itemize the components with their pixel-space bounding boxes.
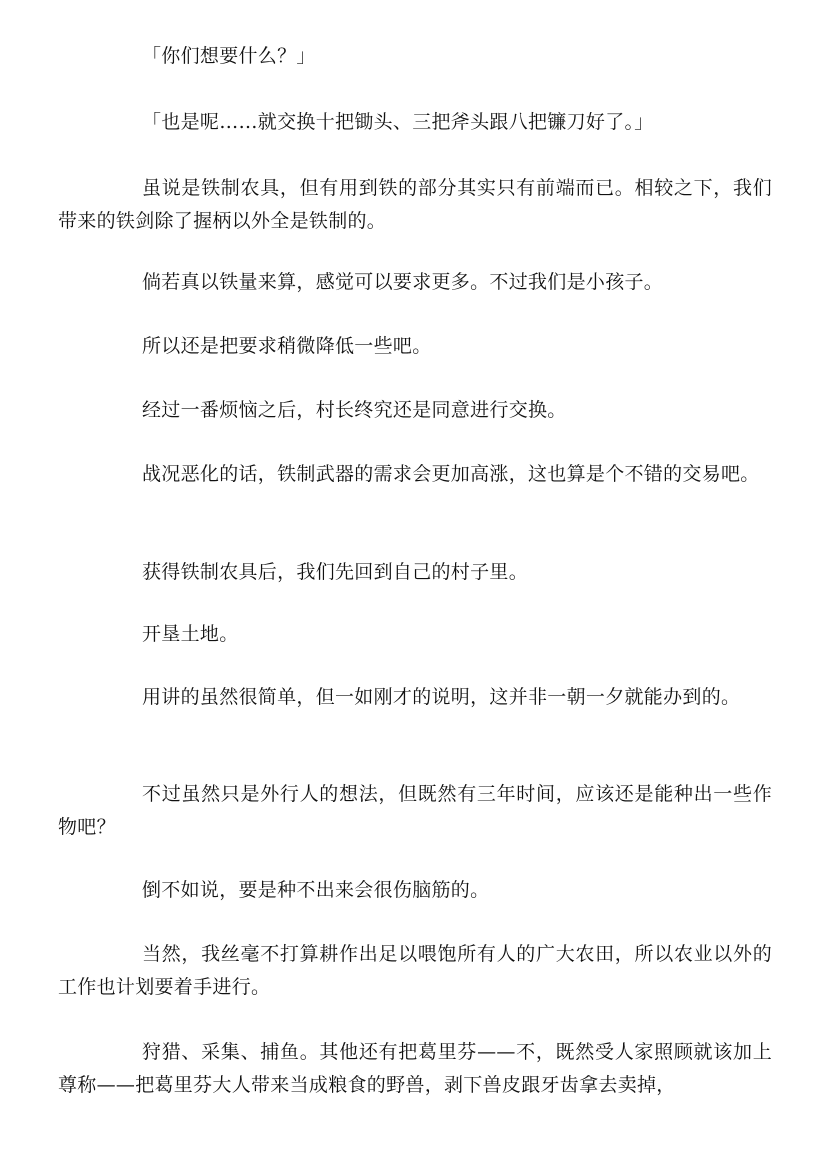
paragraph: 倒不如说，要是种不出来会很伤脑筋的。	[142, 879, 490, 901]
paragraph: 获得铁制农具后，我们先回到自己的村子里。	[142, 561, 529, 583]
paragraph: 战况恶化的话，铁制武器的需求会更加高涨，这也算是个不错的交易吧。	[142, 463, 760, 485]
paragraph: 「也是呢……就交换十把锄头、三把斧头跟八把镰刀好了。」	[142, 111, 654, 133]
paragraph: 所以还是把要求稍微降低一些吧。	[142, 335, 432, 357]
paragraph: 当然，我丝毫不打算耕作出足以喂饱所有人的广大农田，所以农业以外的工作也计划要着手进行。	[58, 943, 772, 998]
paragraph: 倘若真以铁量来算，感觉可以要求更多。不过我们是小孩子。	[142, 271, 664, 293]
paragraph: 狩猎、采集、捕鱼。其他还有把葛里芬——不，既然受人家照顾就该加上尊称——把葛里芬大人带来当成粮食的野兽，剥下兽皮跟牙齿拿去卖掉，	[58, 1041, 772, 1096]
paragraph: 虽说是铁制农具，但有用到铁的部分其实只有前端而已。相较之下，我们带来的铁剑除了握柄以外全是铁制的。	[58, 177, 772, 232]
paragraph: 开垦土地。	[142, 623, 239, 645]
paragraph: 「你们想要什么？」	[142, 45, 316, 67]
paragraph: 不过虽然只是外行人的想法，但既然有三年时间，应该还是能种出一些作物吧？	[58, 783, 772, 838]
paragraph: 经过一番烦恼之后，村长终究还是同意进行交换。	[142, 399, 567, 421]
paragraph: 用讲的虽然很简单，但一如刚才的说明，这并非一朝一夕就能办到的。	[142, 686, 741, 708]
